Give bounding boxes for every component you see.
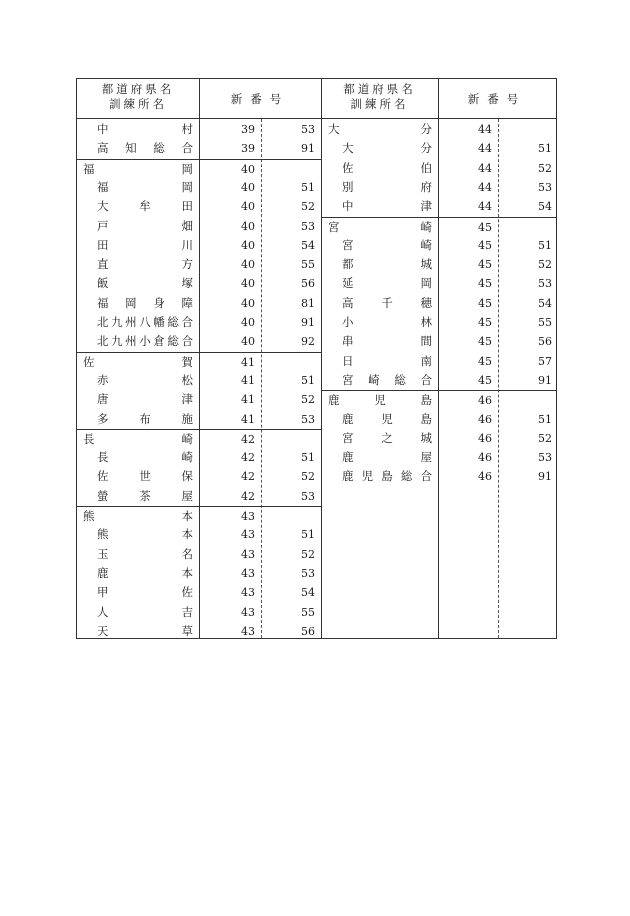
table-row bbox=[321, 313, 556, 332]
name-column-header bbox=[77, 82, 199, 116]
training-center-name: 戸 畑 bbox=[97, 218, 193, 233]
prefecture-number: 40 bbox=[241, 180, 255, 194]
prefecture-number: 43 bbox=[241, 528, 255, 542]
center-number: 54 bbox=[538, 296, 552, 310]
prefecture-number: 42 bbox=[241, 451, 255, 465]
table-row bbox=[321, 274, 556, 293]
training-center-name: 鹿 屋 bbox=[342, 450, 432, 465]
prefecture-number: 43 bbox=[241, 566, 255, 580]
center-number bbox=[261, 353, 315, 372]
table-row bbox=[77, 332, 321, 351]
table-row bbox=[77, 545, 321, 564]
prefecture-number: 41 bbox=[241, 373, 255, 387]
prefecture-number: 45 bbox=[478, 220, 492, 234]
training-center-name: 中 津 bbox=[342, 199, 432, 214]
center-number: 53 bbox=[301, 412, 315, 426]
center-number bbox=[498, 120, 552, 139]
table-row bbox=[77, 197, 321, 216]
center-number bbox=[261, 507, 315, 526]
training-center-name: 長 崎 bbox=[97, 450, 193, 465]
training-center-name: 鹿 児 島 bbox=[342, 411, 432, 426]
center-number: 91 bbox=[301, 316, 315, 329]
prefecture-number: 43 bbox=[241, 624, 255, 638]
center-number: 91 bbox=[538, 470, 552, 484]
center-number: 52 bbox=[301, 470, 315, 484]
center-number: 51 bbox=[538, 238, 552, 252]
center-number: 54 bbox=[301, 238, 315, 252]
center-number: 51 bbox=[301, 528, 315, 542]
center-number: 55 bbox=[301, 258, 315, 272]
table-row bbox=[77, 217, 321, 236]
center-number: 92 bbox=[301, 335, 315, 349]
table-row bbox=[77, 429, 321, 449]
center-number: 53 bbox=[538, 451, 552, 465]
training-center-name: 福 岡 bbox=[97, 179, 193, 194]
center-number bbox=[261, 430, 315, 449]
training-center-name: 唐 津 bbox=[97, 392, 193, 407]
table-row bbox=[77, 410, 321, 429]
prefecture-number: 40 bbox=[241, 219, 255, 233]
prefecture-name: 長 崎 bbox=[83, 431, 193, 446]
table-row bbox=[77, 139, 321, 158]
center-number bbox=[498, 218, 552, 237]
table-row bbox=[321, 410, 556, 429]
training-center-name: 宮 崎 総 合 bbox=[342, 372, 432, 387]
training-center-name: 田 川 bbox=[97, 237, 193, 252]
table-row bbox=[321, 159, 556, 178]
table-row bbox=[321, 371, 556, 390]
right-half bbox=[321, 79, 556, 638]
prefecture-number: 44 bbox=[478, 142, 492, 156]
prefecture-number: 45 bbox=[478, 373, 492, 387]
table-row bbox=[77, 236, 321, 255]
number-column-header: 新番号 bbox=[467, 92, 527, 106]
center-number: 57 bbox=[538, 354, 552, 368]
prefecture-number: 46 bbox=[478, 431, 492, 445]
table-row bbox=[321, 120, 556, 139]
table-row bbox=[77, 622, 321, 641]
training-center-name: 螢 茶 屋 bbox=[97, 488, 193, 503]
table-row bbox=[321, 390, 556, 410]
name-column-header bbox=[321, 82, 438, 116]
header-name-line2: 訓練所名 bbox=[350, 97, 409, 111]
prefecture-number: 40 bbox=[241, 316, 255, 329]
prefecture-number: 40 bbox=[241, 335, 255, 349]
prefecture-number: 45 bbox=[478, 258, 492, 272]
table-row bbox=[77, 467, 321, 486]
center-number: 54 bbox=[301, 586, 315, 600]
training-center-name: 宮 之 城 bbox=[342, 430, 432, 445]
table-row bbox=[77, 371, 321, 390]
table-row bbox=[77, 352, 321, 372]
prefecture-number: 41 bbox=[241, 412, 255, 426]
table-row bbox=[77, 603, 321, 622]
prefecture-number: 40 bbox=[241, 238, 255, 252]
prefecture-number: 44 bbox=[478, 123, 492, 136]
center-number: 56 bbox=[538, 335, 552, 349]
training-center-name: 直 方 bbox=[97, 257, 193, 272]
center-number: 51 bbox=[538, 412, 552, 426]
center-number: 55 bbox=[538, 316, 552, 329]
center-number: 52 bbox=[301, 200, 315, 214]
table-row bbox=[321, 197, 556, 216]
training-center-name: 玉 名 bbox=[97, 546, 193, 561]
center-number: 52 bbox=[301, 393, 315, 407]
number-column-header: 新番号 bbox=[230, 92, 290, 106]
prefecture-number: 43 bbox=[241, 605, 255, 619]
center-number: 52 bbox=[538, 258, 552, 272]
prefecture-number: 41 bbox=[241, 393, 255, 407]
prefecture-number: 43 bbox=[241, 586, 255, 600]
prefecture-number: 41 bbox=[241, 355, 255, 369]
table-row bbox=[77, 274, 321, 293]
table-row bbox=[77, 159, 321, 179]
center-number: 51 bbox=[301, 373, 315, 387]
prefecture-number: 42 bbox=[241, 470, 255, 484]
training-center-name: 串 間 bbox=[342, 334, 432, 349]
table-row bbox=[321, 139, 556, 158]
table-row bbox=[321, 332, 556, 351]
training-center-name: 赤 松 bbox=[97, 372, 193, 387]
center-number: 91 bbox=[538, 373, 552, 387]
table-row bbox=[77, 506, 321, 526]
left-half bbox=[77, 79, 322, 638]
training-center-name: 北 九 州 八 幡 総 合 bbox=[97, 315, 193, 329]
center-number: 52 bbox=[538, 161, 552, 175]
table-row bbox=[77, 525, 321, 544]
training-center-name: 別 府 bbox=[342, 179, 432, 194]
training-center-name: 佐 世 保 bbox=[97, 469, 193, 484]
prefecture-number: 39 bbox=[241, 142, 255, 156]
center-number: 53 bbox=[301, 219, 315, 233]
training-center-name: 佐 伯 bbox=[342, 160, 432, 175]
prefecture-number: 40 bbox=[241, 296, 255, 310]
table-row bbox=[321, 429, 556, 448]
training-center-name: 福 岡 身 障 bbox=[97, 295, 193, 310]
table-row bbox=[321, 236, 556, 255]
center-number: 56 bbox=[301, 624, 315, 638]
prefecture-name: 大 分 bbox=[328, 122, 432, 136]
center-number: 53 bbox=[301, 489, 315, 503]
prefecture-number: 44 bbox=[478, 161, 492, 175]
training-center-name: 北 九 州 小 倉 総 合 bbox=[97, 334, 193, 349]
prefecture-number: 42 bbox=[241, 432, 255, 446]
header-name-line1: 都道府県名 bbox=[343, 82, 416, 96]
training-center-name: 人 吉 bbox=[97, 604, 193, 619]
table-row bbox=[77, 448, 321, 467]
training-center-name: 日 南 bbox=[342, 353, 432, 368]
table-row bbox=[321, 352, 556, 371]
header-name-line2: 訓練所名 bbox=[109, 97, 167, 111]
training-center-name: 多 布 施 bbox=[97, 411, 193, 426]
training-center-name: 大 牟 田 bbox=[97, 199, 193, 214]
center-number: 81 bbox=[301, 296, 315, 310]
center-number: 52 bbox=[301, 547, 315, 561]
table-row bbox=[321, 294, 556, 313]
training-center-name: 甲 佐 bbox=[97, 585, 193, 600]
prefecture-number: 46 bbox=[478, 394, 492, 408]
training-center-name: 鹿 本 bbox=[97, 565, 193, 580]
center-number: 54 bbox=[538, 200, 552, 214]
prefecture-number: 42 bbox=[241, 489, 255, 503]
training-center-name: 宮 崎 bbox=[342, 237, 432, 252]
prefecture-number: 45 bbox=[478, 238, 492, 252]
table-row bbox=[77, 583, 321, 602]
table-row bbox=[321, 217, 556, 237]
training-center-name: 高 知 総 合 bbox=[97, 141, 193, 156]
training-center-name: 高 千 穂 bbox=[342, 295, 432, 310]
center-number: 53 bbox=[538, 180, 552, 194]
training-center-table bbox=[76, 78, 557, 639]
prefecture-name: 宮 崎 bbox=[328, 219, 432, 234]
center-number: 52 bbox=[538, 431, 552, 445]
prefecture-number: 46 bbox=[478, 470, 492, 484]
table-row bbox=[77, 313, 321, 332]
table-row bbox=[77, 564, 321, 583]
center-number: 56 bbox=[301, 277, 315, 291]
table-row bbox=[321, 178, 556, 197]
training-center-name: 中 村 bbox=[97, 122, 193, 136]
training-center-name: 都 城 bbox=[342, 257, 432, 272]
training-center-name: 小 林 bbox=[342, 315, 432, 329]
table-row bbox=[321, 467, 556, 486]
prefecture-number: 40 bbox=[241, 200, 255, 214]
prefecture-number: 46 bbox=[478, 412, 492, 426]
center-number: 53 bbox=[301, 123, 315, 136]
training-center-name: 熊 本 bbox=[97, 527, 193, 542]
training-center-name: 飯 塚 bbox=[97, 276, 193, 291]
prefecture-number: 46 bbox=[478, 451, 492, 465]
prefecture-name: 鹿 児 島 bbox=[328, 393, 432, 408]
center-number: 91 bbox=[301, 142, 315, 156]
table-row bbox=[77, 255, 321, 274]
table-row bbox=[321, 448, 556, 467]
header-name-line1: 都道府県名 bbox=[101, 82, 175, 96]
center-number bbox=[261, 160, 315, 179]
center-number: 55 bbox=[301, 605, 315, 619]
center-number: 51 bbox=[301, 451, 315, 465]
prefecture-name: 福 岡 bbox=[83, 161, 193, 176]
prefecture-number: 43 bbox=[241, 547, 255, 561]
training-center-name: 天 草 bbox=[97, 623, 193, 638]
table-row bbox=[77, 487, 321, 506]
prefecture-number: 39 bbox=[241, 123, 255, 136]
prefecture-number: 45 bbox=[478, 316, 492, 329]
prefecture-number: 40 bbox=[241, 277, 255, 291]
center-number: 53 bbox=[538, 277, 552, 291]
prefecture-number: 45 bbox=[478, 354, 492, 368]
table-row bbox=[321, 255, 556, 274]
table-row bbox=[77, 390, 321, 409]
center-number: 51 bbox=[301, 180, 315, 194]
prefecture-name: 佐 賀 bbox=[83, 354, 193, 369]
center-number bbox=[498, 391, 552, 410]
center-number: 53 bbox=[301, 566, 315, 580]
prefecture-number: 44 bbox=[478, 200, 492, 214]
table-row bbox=[77, 294, 321, 313]
prefecture-number: 45 bbox=[478, 335, 492, 349]
prefecture-number: 45 bbox=[478, 296, 492, 310]
table-row bbox=[77, 178, 321, 197]
training-center-name: 大 分 bbox=[342, 141, 432, 156]
table-row bbox=[77, 120, 321, 139]
prefecture-number: 40 bbox=[241, 162, 255, 176]
prefecture-number: 44 bbox=[478, 180, 492, 194]
prefecture-number: 43 bbox=[241, 510, 255, 523]
prefecture-name: 熊 本 bbox=[83, 509, 193, 523]
prefecture-number: 40 bbox=[241, 258, 255, 272]
training-center-name: 鹿 児 島 総 合 bbox=[342, 469, 432, 484]
prefecture-number: 45 bbox=[478, 277, 492, 291]
center-number: 51 bbox=[538, 142, 552, 156]
training-center-name: 延 岡 bbox=[342, 276, 432, 291]
